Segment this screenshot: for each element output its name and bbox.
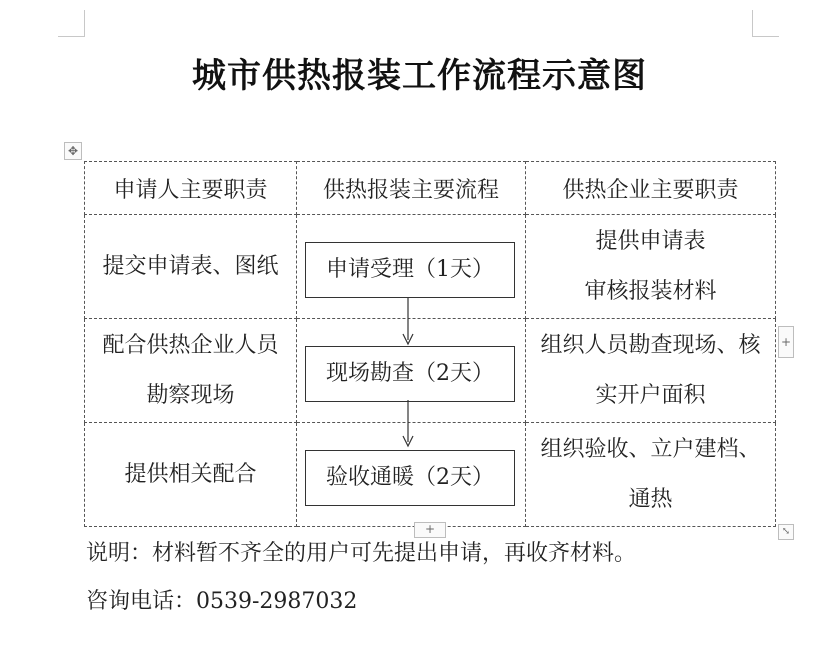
document-title: 城市供热报装工作流程示意图: [192, 56, 647, 96]
add-row-plus-icon[interactable]: +: [414, 522, 446, 538]
table-row: [85, 215, 776, 319]
cell-text: 组织验收、立户建档、: [540, 436, 761, 462]
header-enterprise[interactable]: 供热企业主要职责: [526, 162, 776, 215]
cell-text: 提交申请表、图纸: [102, 253, 279, 279]
flow-table: [84, 161, 776, 527]
enterprise-cell[interactable]: [526, 215, 776, 319]
note-explanation: 说明：材料暂不齐全的用户可先提出申请，再收齐材料。: [86, 541, 637, 566]
cell-text: 配合供热企业人员: [102, 332, 279, 358]
process-step-box[interactable]: 验收通暖（2天）: [305, 450, 515, 506]
cell-text: 实开户面积: [595, 382, 706, 408]
enterprise-cell[interactable]: [526, 319, 776, 423]
table-row: [85, 423, 776, 527]
cell-text: 提供相关配合: [124, 461, 257, 487]
cell-text: 通热: [628, 486, 673, 512]
cell-text: 组织人员勘查现场、核: [540, 332, 761, 358]
process-step-box[interactable]: 申请受理（1天）: [305, 242, 515, 298]
table-header-row: [85, 162, 776, 215]
page-corner-top-left: [58, 10, 85, 37]
applicant-cell[interactable]: [85, 215, 297, 319]
cell-text: 勘察现场: [146, 382, 235, 408]
note-contact: 咨询电话：0539-2987032: [86, 589, 358, 614]
header-process[interactable]: 供热报装主要流程: [297, 162, 526, 215]
enterprise-cell[interactable]: [526, 423, 776, 527]
flow-arrow-icon: [401, 298, 415, 348]
add-column-plus-icon[interactable]: +: [778, 326, 794, 358]
cell-text: 提供申请表: [595, 228, 706, 254]
resize-icon[interactable]: ⤡: [778, 524, 794, 540]
process-step-box[interactable]: 现场勘查（2天）: [305, 346, 515, 402]
applicant-cell[interactable]: [85, 423, 297, 527]
move-icon[interactable]: ✥: [64, 142, 82, 160]
header-applicant[interactable]: 申请人主要职责: [85, 162, 297, 215]
flow-arrow-icon: [401, 400, 415, 450]
page-corner-top-right: [752, 10, 779, 37]
table-row: [85, 319, 776, 423]
applicant-cell[interactable]: [85, 319, 297, 423]
cell-text: 审核报装材料: [584, 278, 717, 304]
